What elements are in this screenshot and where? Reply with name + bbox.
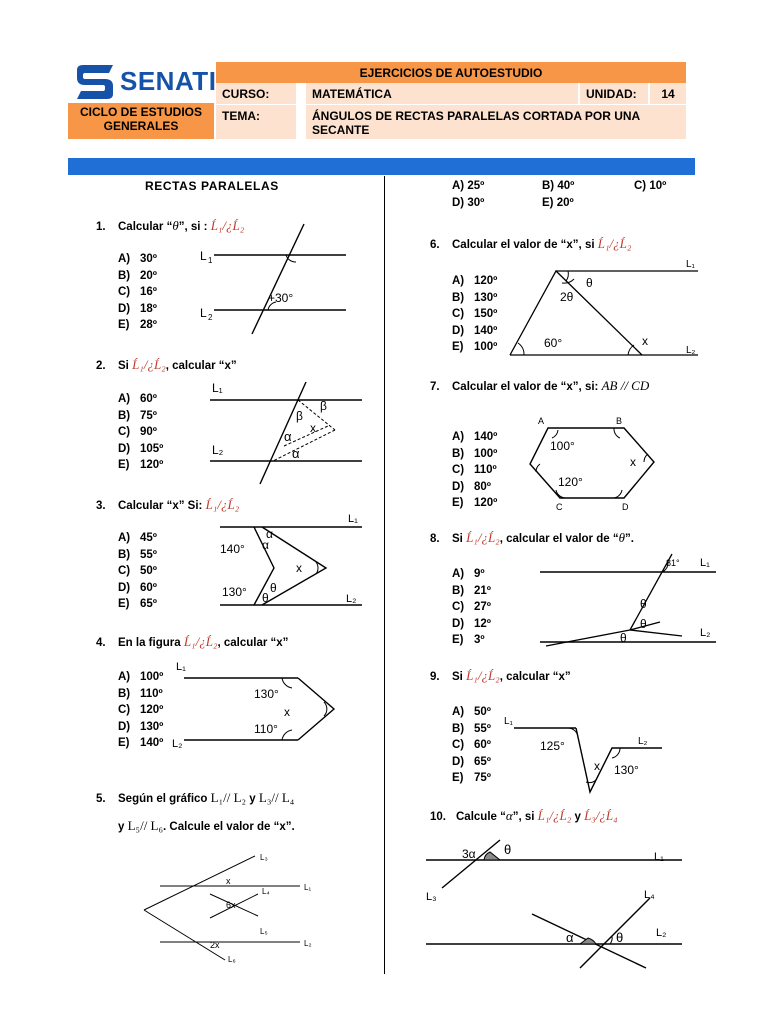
- option-c: C) 27º: [452, 601, 491, 613]
- svg-text:x: x: [594, 759, 600, 773]
- svg-text:A: A: [538, 416, 545, 426]
- tema-value: ÁNGULOS DE RECTAS PARALELAS CORTADA POR UNA SECANTE: [306, 105, 686, 139]
- question-3: 3. Calcular “x” Si: Ĺ₁/¿Ĺ₂: [96, 497, 240, 512]
- svg-text:L₆: L₆: [228, 955, 236, 964]
- curso-label: CURSO:: [216, 83, 296, 104]
- svg-text:3α: 3α: [462, 847, 476, 861]
- option-a: A) 50º: [452, 706, 491, 718]
- option-e: E) 75º: [452, 772, 491, 784]
- svg-text:130°: 130°: [614, 763, 639, 777]
- curso-value: MATEMÁTICA: [306, 83, 578, 104]
- options-q8: [452, 566, 491, 649]
- option-c: C) 90º: [118, 426, 157, 438]
- options-q9: [452, 704, 491, 787]
- svg-text:α: α: [262, 538, 269, 552]
- svg-text:L: L: [200, 249, 207, 263]
- question-1: 1. Calcular “θ”, si : Ĺ₁/¿Ĺ₂: [96, 218, 245, 233]
- option-c: C) 60º: [452, 739, 491, 751]
- svg-text:2θ: 2θ: [560, 290, 574, 304]
- svg-text:L₁: L₁: [348, 513, 358, 525]
- svg-text:1: 1: [208, 256, 213, 265]
- option-a: A) 30º: [118, 253, 157, 265]
- figure-q10: [420, 838, 690, 970]
- svg-text:L₁: L₁: [212, 381, 223, 395]
- figure-q7: [526, 414, 666, 514]
- svg-text:130°: 130°: [254, 687, 279, 701]
- option-c: C) 10º: [634, 180, 667, 192]
- option-b: B) 130º: [452, 291, 498, 304]
- option-a: A) 45º: [118, 532, 157, 544]
- option-a: A) 9º: [452, 568, 485, 580]
- svg-text:x: x: [642, 334, 648, 348]
- question-5: 5. Según el gráfico L₁// L₂ y L₃// L₄: [96, 790, 295, 805]
- svg-text:α: α: [292, 446, 300, 461]
- figure-q2: [200, 378, 370, 488]
- svg-text:125°: 125°: [540, 739, 565, 753]
- svg-text:θ: θ: [640, 617, 647, 631]
- svg-text:x: x: [310, 421, 316, 435]
- svg-text:α: α: [266, 527, 273, 541]
- question-8: 8. Si Ĺ₁/¿Ĺ₂, calcular el valor de “θ”.: [430, 530, 634, 545]
- option-a: A) 140º: [452, 431, 498, 443]
- svg-text:L₂: L₂: [346, 593, 357, 605]
- svg-text:θ: θ: [270, 581, 277, 595]
- cycle-label: CICLO DE ESTUDIOS GENERALES: [68, 103, 214, 139]
- svg-text:θ: θ: [620, 631, 627, 645]
- option-d: D) 80º: [452, 480, 491, 493]
- option-d: D) 130º: [118, 720, 164, 733]
- svg-text:60°: 60°: [544, 336, 563, 350]
- svg-text:+30°: +30°: [268, 291, 294, 305]
- option-d: D) 12º: [452, 617, 491, 630]
- option-c: C) 16º: [118, 286, 157, 298]
- option-d: D) 60º: [118, 581, 157, 594]
- question-2: 2. Si Ĺ₁/¿Ĺ₂, calcular “x”: [96, 357, 237, 372]
- option-a: A) 120º: [452, 275, 498, 287]
- svg-text:L₂: L₂: [212, 443, 224, 457]
- options-q7: [452, 429, 497, 512]
- question-6: 6. Calcular el valor de “x”, si Ĺ₁/¿Ĺ₂: [430, 236, 632, 251]
- options-q5: [452, 178, 692, 211]
- svg-text:x: x: [296, 561, 302, 575]
- svg-text:β: β: [320, 399, 327, 413]
- option-e: E) 120º: [452, 497, 498, 509]
- options-q2: [118, 391, 163, 474]
- svg-text:L₁: L₁: [700, 557, 710, 569]
- question-7: 7. Calcular el valor de “x”, si: AB // CD: [430, 378, 650, 393]
- option-c: C) 50º: [118, 565, 157, 577]
- option-a: A) 60º: [118, 393, 157, 405]
- option-b: B) 40º: [542, 180, 575, 192]
- option-b: B) 55º: [118, 548, 157, 561]
- svg-text:θ: θ: [616, 930, 624, 945]
- options-q1: [118, 251, 157, 334]
- svg-text:120°: 120°: [558, 475, 583, 489]
- svg-text:L₄: L₄: [262, 887, 270, 896]
- svg-text:x: x: [226, 876, 231, 886]
- option-e: E) 100º: [452, 341, 498, 353]
- svg-text:L₁: L₁: [304, 883, 312, 892]
- svg-text:L₂: L₂: [172, 738, 183, 750]
- svg-text:θ: θ: [640, 597, 647, 611]
- section-title: RECTAS PARALELAS: [145, 179, 279, 193]
- options-q3: [118, 530, 157, 613]
- option-e: E) 20º: [542, 196, 574, 209]
- svg-text:D: D: [622, 502, 629, 512]
- figure-q8: [536, 552, 722, 652]
- option-d: D) 18º: [118, 302, 157, 315]
- svg-text:140°: 140°: [220, 542, 245, 556]
- svg-text:θ: θ: [504, 842, 512, 857]
- option-b: B) 20º: [118, 269, 157, 282]
- svg-text:100°: 100°: [550, 439, 575, 453]
- tema-label: TEMA:: [216, 105, 296, 139]
- svg-text:130°: 130°: [222, 585, 247, 599]
- svg-text:L₄: L₄: [644, 889, 655, 901]
- figure-q4: [172, 660, 362, 755]
- option-b: B) 100º: [452, 447, 498, 460]
- svg-text:L₂: L₂: [656, 927, 667, 939]
- option-c: C) 120º: [118, 704, 164, 716]
- options-q6: [452, 273, 497, 356]
- svg-text:L₁: L₁: [504, 716, 513, 727]
- option-c: C) 150º: [452, 308, 498, 320]
- unidad-value: 14: [650, 83, 686, 104]
- option-e: E) 140º: [118, 737, 164, 749]
- figure-q5: [130, 848, 330, 968]
- senati-logo-icon: [75, 64, 115, 100]
- svg-text:L₁: L₁: [654, 851, 664, 863]
- question-10: 10. Calcule “α”, si Ĺ₁/¿Ĺ₂ y Ĺ₃/¿Ĺ₄: [430, 808, 618, 823]
- logo-text: SENATI: [120, 66, 217, 96]
- column-divider: [384, 176, 385, 974]
- option-d: D) 65º: [452, 755, 491, 768]
- svg-text:L₅: L₅: [260, 927, 268, 936]
- svg-text:L₃: L₃: [426, 891, 437, 903]
- option-a: A) 100º: [118, 671, 164, 683]
- option-b: B) 21º: [452, 584, 491, 597]
- svg-text:L₂: L₂: [304, 939, 312, 948]
- svg-text:L₁: L₁: [686, 259, 695, 270]
- question-5-line2: y L₅// L₆. Calcule el valor de “x”.: [118, 818, 295, 833]
- svg-text:θ: θ: [262, 591, 269, 605]
- svg-text:110°: 110°: [254, 722, 278, 736]
- option-a: A) 25º: [452, 180, 485, 192]
- option-c: C) 110º: [452, 464, 497, 476]
- unidad-label: UNIDAD:: [580, 83, 648, 104]
- option-e: E) 3º: [452, 634, 485, 646]
- blue-separator-bar: [68, 158, 695, 175]
- svg-text:α: α: [284, 429, 292, 444]
- option-d: D) 105º: [118, 442, 164, 455]
- option-b: B) 110º: [118, 687, 163, 700]
- option-d: D) 30º: [452, 196, 485, 209]
- question-9: 9. Si Ĺ₁/¿Ĺ₂, calcular “x”: [430, 668, 571, 683]
- svg-text:6x: 6x: [226, 900, 236, 910]
- svg-text:L₂: L₂: [686, 345, 696, 356]
- option-e: E) 120º: [118, 459, 164, 471]
- svg-text:L₃: L₃: [260, 853, 268, 862]
- condition: Ĺ₁/¿Ĺ₂: [210, 218, 245, 233]
- svg-text:B: B: [616, 416, 623, 426]
- option-b: B) 75º: [118, 409, 157, 422]
- option-d: D) 140º: [452, 324, 498, 337]
- option-e: E) 28º: [118, 319, 157, 331]
- svg-text:2: 2: [208, 313, 213, 322]
- svg-text:α: α: [566, 930, 574, 945]
- svg-text:L₂: L₂: [700, 627, 711, 639]
- svg-text:L₂: L₂: [638, 736, 648, 747]
- svg-text:C: C: [556, 502, 563, 512]
- svg-text:81°: 81°: [666, 558, 680, 568]
- option-e: E) 65º: [118, 598, 157, 610]
- figure-q6: [510, 255, 710, 365]
- svg-text:θ: θ: [586, 276, 593, 290]
- figure-q1: [196, 222, 356, 337]
- svg-text:2x: 2x: [210, 940, 220, 950]
- header-title: EJERCICIOS DE AUTOESTUDIO: [216, 62, 686, 83]
- options-q4: [118, 669, 163, 752]
- svg-text:x: x: [630, 455, 636, 469]
- svg-text:L₁: L₁: [176, 661, 186, 673]
- figure-q3: [212, 510, 372, 615]
- svg-text:x: x: [284, 705, 290, 719]
- figure-q9: [500, 708, 670, 800]
- option-b: B) 55º: [452, 722, 491, 735]
- svg-text:β: β: [296, 409, 303, 423]
- svg-text:L: L: [200, 306, 207, 320]
- question-4: 4. En la figura Ĺ₁/¿Ĺ₂, calcular “x”: [96, 634, 289, 649]
